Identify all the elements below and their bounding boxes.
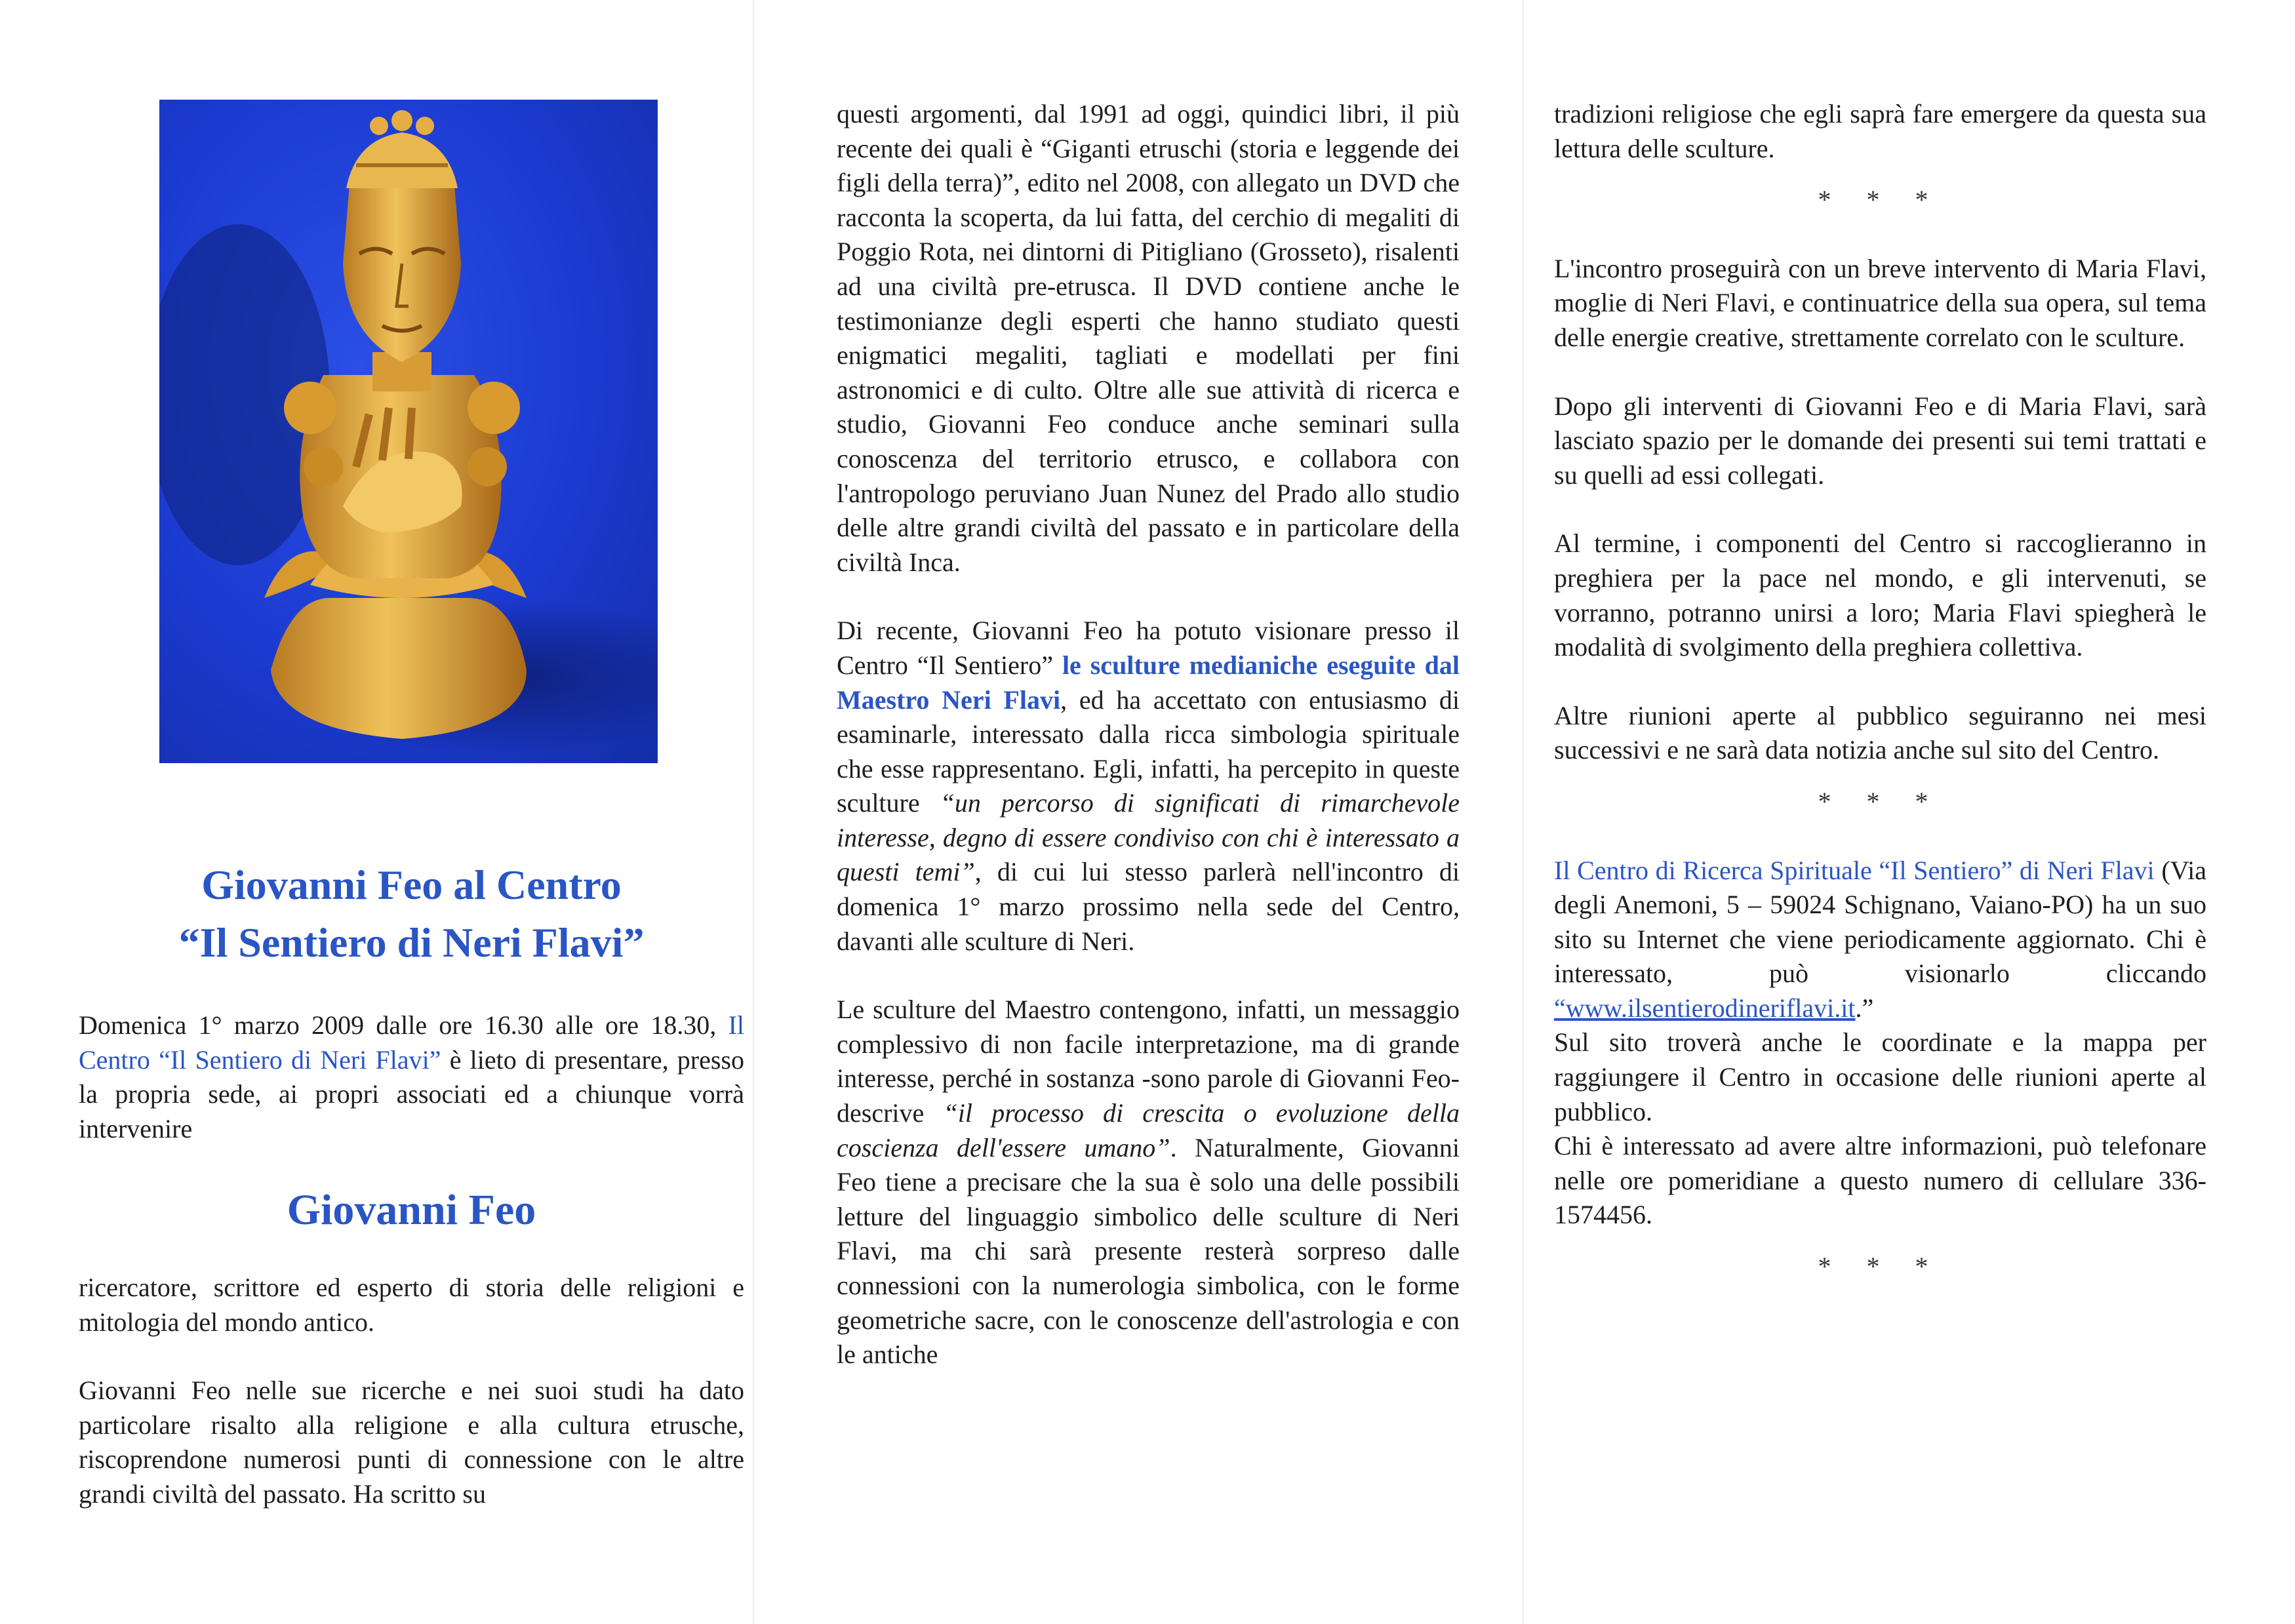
- sculpture-photo: [159, 100, 658, 763]
- p2-text-b: , ed ha accettato con entusiasmo di esaminarle, interessato dalla ricca simbologia spirituale che esse rappresentano. Egli, infatti, ha percepito in queste sculture: [837, 684, 1460, 818]
- column-2: [837, 97, 1460, 1372]
- address-text: (Via degli Anemoni, 5 – 59024 Schignano, Vaiano-PO) ha un suo sito su Internet che viene periodicamente aggiornato. Chi è interessato, può visionarlo cliccando: [1554, 855, 2207, 989]
- speaker-bio: Giovanni Feo nelle sue ricerche e nei suoi studi ha dato particolare risalto alla religione e alla cultura etrusche, riscoprendone numerosi punti di connessione con le altre grandi civiltà del passato. Ha scritto su: [79, 1376, 744, 1509]
- p2-text-c: , di cui lui stesso parlerà nell'incontro di domenica 1° marzo prossimo nella sede del Centro, davanti alle sculture di Neri.: [837, 857, 1460, 956]
- website-link[interactable]: “www.ilsentierodineriflavi.it: [1554, 993, 1856, 1023]
- website-paragraph: [1554, 854, 2206, 1026]
- intro-paragraph: [79, 1008, 744, 1146]
- future-meetings-paragraph: Altre riunioni aperte al pubblico seguiranno nei mesi successivi e ne sarà data notizia anche sul sito del Centro.: [1554, 700, 2206, 765]
- column-1-body: [79, 1271, 744, 1512]
- p3-quote: “il processo di crescita o evoluzione della coscienza dell'essere umano”: [837, 1098, 1460, 1162]
- column-1-intro: [79, 1008, 744, 1146]
- sculptures-paragraph: [837, 614, 1460, 959]
- intro-text-b: è lieto di presentare, presso la propria sede, ai propri associati ed a chiunque vorrà intervenire: [79, 1044, 744, 1143]
- separator-stars-2: * * *: [1818, 786, 1943, 816]
- title-line-1: Giovanni Feo al Centro: [201, 862, 622, 908]
- sculptures-highlight: le sculture medianiche eseguite dal Maestro Neri Flavi: [837, 650, 1460, 715]
- page-fold-right: [1523, 0, 1524, 1624]
- p3-text-a: Le sculture del Maestro contengono, infatti, un messaggio complessivo di non facile interpretazione, ma di grande interesse, perché in sostanza -sono parole di Giovanni Feo- descrive: [837, 995, 1460, 1128]
- map-paragraph: Sul sito troverà anche le coordinate e la mappa per raggiungere il Centro in occasione delle riunioni aperte al pubblico.: [1554, 1027, 2206, 1126]
- website-link-end: .”: [1855, 993, 1874, 1023]
- books-paragraph: questi argomenti, dal 1991 ad oggi, quindici libri, il più recente dei quali è “Giganti etruschi (storia e leggende dei figli della terra)”, edito nel 2008, con allegato un DVD che racconta la scoperta, da lui fatta, del cerchio di megaliti di Poggio Rota, nei dintorni di Pitigliano (Grosseto), risalenti ad una civiltà pre-etrusca. Il DVD contiene anche le testimonianze degli esperti che hanno studiato questi enigmatici megaliti, tagliati e modellati per fini astronomici e di culto. Oltre alle sue attività di ricerca e studio, Giovanni Feo conduce anche seminari sulla conoscenza del territorio etrusco, e collabora con l'antropologo peruviano Juan Nunez del Prado allo studio delle altre grandi civiltà del passato e in particolare della civiltà Inca.: [837, 99, 1460, 577]
- p3-text-b: . Naturalmente, Giovanni Feo tiene a precisare che la sua è solo una delle possibili letture del linguaggio simbolico delle sculture di Neri Flavi, ma chi sarà presente resterà sorpreso dalle connessioni con la numerologia simbolica, con le forme geometriche sacre, con le conoscenze dell'astrologia e con le antiche: [837, 1132, 1460, 1370]
- title-line-2: “Il Sentiero di Neri Flavi”: [178, 919, 645, 966]
- intro-text-a: Domenica 1° marzo 2009 dalle ore 16.30 alle ore 18.30,: [79, 1010, 728, 1040]
- p2-quote: “un percorso di significati di rimarchevole interesse, degno di essere condiviso con chi è interessato a questi temi”: [837, 788, 1460, 887]
- maria-flavi-paragraph: L'incontro proseguirà con un breve intervento di Maria Flavi, moglie di Neri Flavi, e continuatrice della sua opera, sul tema delle energie creative, strettamente correlato con le sculture.: [1554, 253, 2206, 352]
- questions-paragraph: Dopo gli interventi di Giovanni Feo e di Maria Flavi, sarà lasciato spazio per le domande dei presenti sui temi trattati e su quelli ad essi collegati.: [1554, 391, 2206, 490]
- page-fold-left: [753, 0, 754, 1624]
- interpretation-paragraph: [837, 993, 1460, 1372]
- prayer-paragraph: Al termine, i componenti del Centro si raccoglieranno in preghiera per la pace nel mondo, e gli intervenuti, se vorranno, potranno unirsi a loro; Maria Flavi spiegherà le modalità di svolgimento della preghiera collettiva.: [1554, 528, 2206, 662]
- speaker-name: Giovanni Feo: [287, 1186, 536, 1234]
- traditions-paragraph: tradizioni religiose che egli saprà fare emergere da questa sua lettura delle sculture.: [1554, 99, 2206, 163]
- p2-text-a: Di recente, Giovanni Feo ha potuto visionare presso il Centro “Il Sentiero”: [837, 616, 1460, 680]
- centro-name-link: Il Centro “Il Sentiero di Neri Flavi”: [79, 1010, 744, 1075]
- centro-full-name: Il Centro di Ricerca Spirituale “Il Sentiero” di Neri Flavi: [1554, 855, 2155, 885]
- separator-stars-1: * * *: [1818, 185, 1943, 215]
- separator-stars-3: * * *: [1818, 1252, 1943, 1282]
- phone-paragraph: Chi è interessato ad avere altre informazioni, può telefonare nelle ore pomeridiane a questo numero di cellulare 336-1574456.: [1554, 1131, 2206, 1230]
- column-3: [1554, 97, 2206, 1284]
- event-title: [79, 856, 744, 972]
- speaker-description: ricercatore, scrittore ed esperto di storia delle religioni e mitologia del mondo antico.: [79, 1273, 744, 1337]
